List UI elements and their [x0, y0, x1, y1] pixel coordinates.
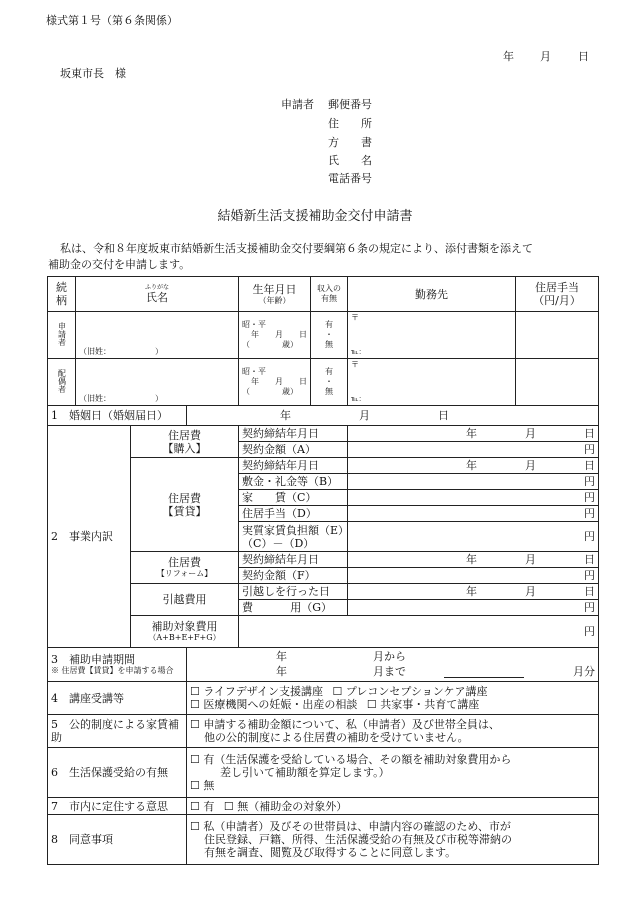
header-row — [48, 277, 599, 312]
moving-amount-field[interactable]: 円 — [348, 600, 599, 616]
birth-cell[interactable]: 昭・平 年 月 日 （ 歳） — [239, 359, 311, 406]
workplace-header: 勤務先 — [348, 277, 516, 312]
intro-line-2: 補助金の交付を申請します。 — [48, 258, 191, 271]
subsidy-target-label: 補助対象費用 （A+B+E+F+G） — [131, 616, 239, 648]
reform-amount-field[interactable]: 円 — [348, 568, 599, 584]
checkbox-icon[interactable]: ☐ — [190, 698, 200, 711]
marriage-date-label: 1 婚姻日（婚姻届日） — [48, 406, 187, 426]
income-cell[interactable]: 有 ・ 無 — [311, 312, 348, 359]
checkbox-icon[interactable]: ☐ — [223, 799, 234, 813]
public-subsidy-option: ☐ 申請する補助金額について、私（申請者）及び世帯全員は、 他の公的制度による住居費の補助を受けていません。 — [187, 715, 599, 748]
reform-date-item: 契約締結年月日 — [239, 552, 348, 568]
rent-date-field[interactable]: 年 月 日 — [348, 458, 599, 474]
subsidy-target-field[interactable]: 円 — [239, 616, 599, 648]
checkbox-icon[interactable]: ☐ — [190, 799, 200, 813]
reform-amount-item: 契約金額（F） — [239, 568, 348, 584]
person-label: 申請者 — [48, 312, 76, 359]
moving-date-field[interactable]: 年 月 日 — [348, 584, 599, 600]
name-header: ふりがな 氏名 — [76, 277, 239, 312]
title-field-label: 方 書 — [328, 136, 372, 149]
period-row — [48, 648, 599, 682]
consent-option: ☐ 私（申請者）及びその世帯員は、申請内容の確認のため、市が 住民登録、戸籍、所得、生活保護受給の有無及び市税等滞納の 有無を調査、閲覧及び取得することに同意します。 — [187, 815, 599, 865]
housing-allowance-cell[interactable] — [516, 312, 599, 359]
moving-label: 引越費用 — [131, 584, 239, 616]
document-title: 結婚新生活支援補助金交付申請書 — [217, 209, 413, 224]
rent-date-item: 契約締結年月日 — [239, 458, 348, 474]
income-header: 収入の 有無 — [311, 277, 348, 312]
rent-deposit-field[interactable]: 円 — [348, 474, 599, 490]
rent-allowance-item: 住居手当（D） — [239, 506, 348, 522]
date-day: 日 — [578, 50, 589, 63]
postal-label: 郵便番号 — [328, 98, 372, 111]
person-row-spouse — [48, 359, 599, 406]
marriage-date-row — [48, 406, 599, 426]
consent-label: 8 同意事項 — [48, 815, 187, 865]
checkbox-icon[interactable]: ☐ — [190, 820, 200, 833]
moving-date-item: 引越しを行った日 — [239, 584, 348, 600]
rent-monthly-item: 家 賃（C） — [239, 490, 348, 506]
checkbox-icon[interactable]: ☐ — [190, 753, 200, 766]
checkbox-icon[interactable]: ☐ — [190, 718, 200, 731]
date-year: 年 — [503, 50, 514, 63]
period-field[interactable]: 年 月から 年 月まで 月分 — [187, 648, 599, 682]
reform-label: 住居費 【リフォーム】 — [131, 552, 239, 584]
course-options: ☐ ライフデザイン支援講座 ☐ プレコンセプションケア講座 ☐ 医療機関への妊娠・出産の相談 ☐ 共家事・共育て講座 — [187, 682, 599, 715]
birth-header: 生年月日 （年齢） — [239, 277, 311, 312]
purchase-date-item: 契約締結年月日 — [239, 426, 348, 442]
checkbox-icon[interactable]: ☐ — [366, 698, 377, 711]
checkbox-icon[interactable]: ☐ — [190, 779, 200, 792]
moving-date-row — [48, 584, 599, 600]
public-subsidy-label: 5 公的制度による家賃補助 — [48, 715, 187, 748]
rent-monthly-field[interactable]: 円 — [348, 490, 599, 506]
course-label: 4 講座受講等 — [48, 682, 187, 715]
application-table — [47, 276, 599, 865]
purchase-date-row — [48, 426, 599, 442]
person-label: 配偶者 — [48, 359, 76, 406]
name-cell[interactable]: （旧姓： ） — [76, 312, 239, 359]
rent-burden-field[interactable]: 円 — [348, 522, 599, 552]
welfare-row — [48, 748, 599, 798]
phone-label: 電話番号 — [328, 172, 372, 185]
workplace-cell[interactable]: 〒 ℡： — [348, 312, 516, 359]
purchase-amount-field[interactable]: 円 — [348, 442, 599, 458]
person-row-applicant — [48, 312, 599, 359]
public-subsidy-row — [48, 715, 599, 748]
welfare-options: ☐ 有（生活保護を受給している場合、その額を補助対象費用から 差し引いて補助額を算定します。） ☐ 無 — [187, 748, 599, 798]
addressee: 坂東市長 様 — [60, 67, 126, 80]
rent-allowance-field[interactable]: 円 — [348, 506, 599, 522]
residence-intent-options: ☐ 有 ☐ 無（補助金の対象外） — [187, 798, 599, 815]
reform-date-row — [48, 552, 599, 568]
intro-line-1: 私は、令和８年度坂東市結婚新生活支援補助金交付要綱第６条の規定により、添付書類を添えて — [60, 242, 533, 255]
address-label: 住 所 — [328, 117, 372, 130]
name-cell[interactable]: （旧姓： ） — [76, 359, 239, 406]
rent-label: 住居費 【賃貸】 — [131, 458, 239, 552]
rent-burden-item: 実質家賃負担額（E） （C）－（D） — [239, 522, 348, 552]
purchase-date-field[interactable]: 年 月 日 — [348, 426, 599, 442]
form-number: 様式第１号（第６条関係） — [46, 14, 178, 27]
birth-cell[interactable]: 昭・平 年 月 日 （ 歳） — [239, 312, 311, 359]
welfare-label: 6 生活保護受給の有無 — [48, 748, 187, 798]
course-row — [48, 682, 599, 715]
purchase-label: 住居費 【購入】 — [131, 426, 239, 458]
housing-allowance-cell[interactable] — [516, 359, 599, 406]
income-cell[interactable]: 有 ・ 無 — [311, 359, 348, 406]
purchase-amount-item: 契約金額（A） — [239, 442, 348, 458]
checkbox-icon[interactable]: ☐ — [332, 685, 343, 698]
moving-amount-item: 費 用（G） — [239, 600, 348, 616]
marriage-date-field[interactable]: 年 月 日 — [187, 406, 599, 426]
housing-allowance-header: 住居手当 （円/月） — [516, 277, 599, 312]
period-label: 3 補助申請期間 ※ 住居費【賃貸】を申請する場合 — [48, 648, 187, 682]
workplace-cell[interactable]: 〒 ℡： — [348, 359, 516, 406]
residence-intent-row — [48, 798, 599, 815]
residence-intent-label: 7 市内に定住する意思 — [48, 798, 187, 815]
rent-date-row — [48, 458, 599, 474]
checkbox-icon[interactable]: ☐ — [190, 685, 200, 698]
subsidy-target-row — [48, 616, 599, 648]
date-month: 月 — [540, 50, 551, 63]
applicant-label: 申請者 — [281, 98, 314, 111]
rent-deposit-item: 敷金・礼金等（B） — [239, 474, 348, 490]
reform-date-field[interactable]: 年 月 日 — [348, 552, 599, 568]
consent-row — [48, 815, 599, 865]
name-label: 氏 名 — [328, 154, 372, 167]
expense-breakdown-label: 2 事業内訳 — [48, 426, 131, 648]
relation-header: 続柄 — [48, 277, 76, 312]
